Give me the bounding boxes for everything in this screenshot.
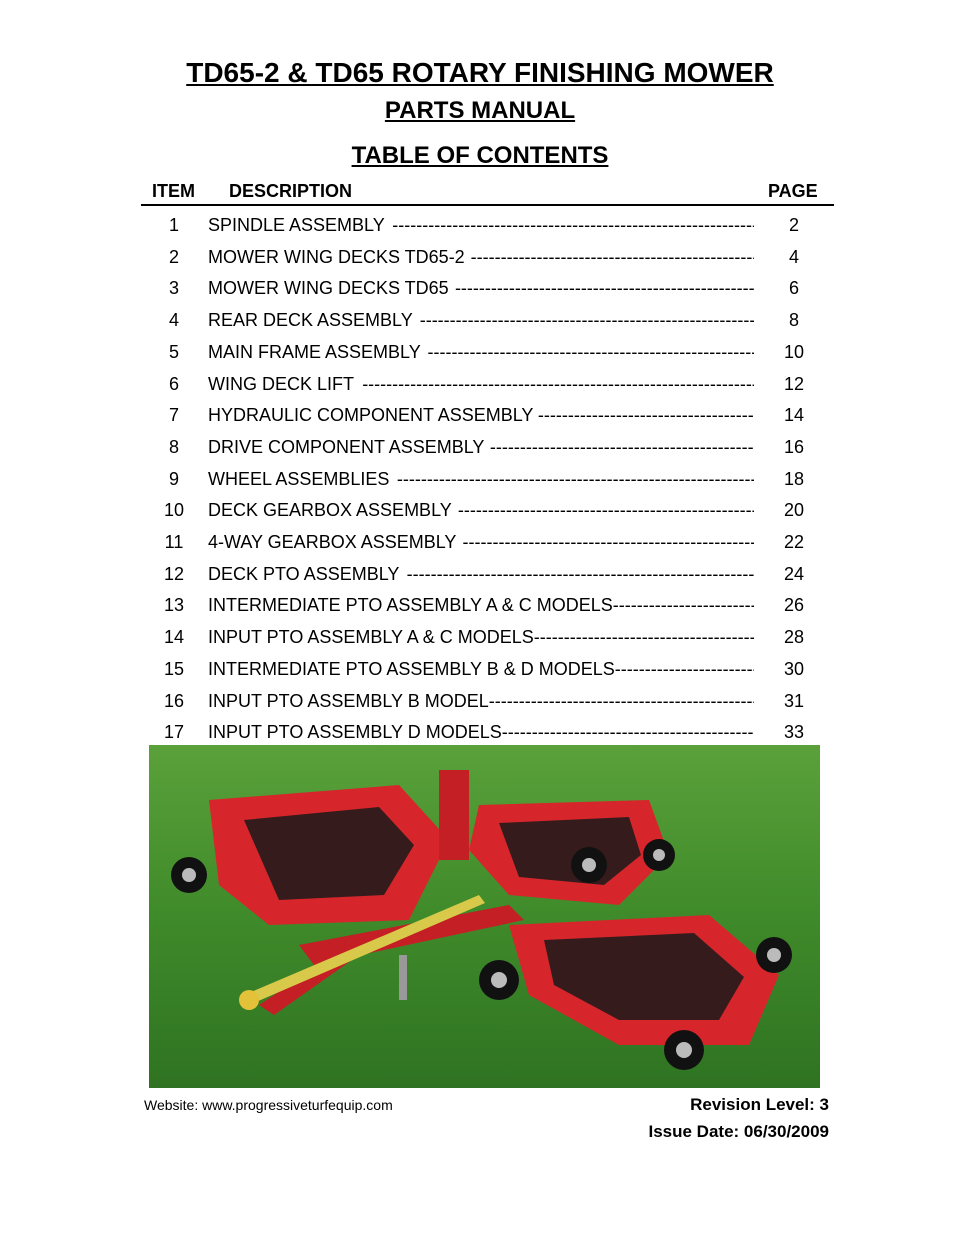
toc-description: REAR DECK ASSEMBLY [208, 310, 413, 331]
leader-dots [362, 374, 754, 395]
toc-row [0, 717, 954, 747]
toc-entry-line [208, 532, 754, 553]
leader-dots [502, 722, 754, 743]
document-subtitle: PARTS MANUAL [384, 97, 576, 124]
toc-row [0, 622, 954, 652]
toc-entry-line [208, 405, 754, 426]
toc-item-number: 5 [168, 341, 179, 362]
toc-row [0, 400, 954, 430]
toc-page-number: 30 [783, 658, 805, 679]
toc-row [0, 527, 954, 557]
leader-dots [613, 595, 754, 616]
wheel-hub [767, 948, 781, 962]
leader-dots [458, 500, 754, 521]
toc-description: DECK GEARBOX ASSEMBLY [208, 500, 452, 521]
toc-entry-line [208, 595, 754, 616]
header-divider [141, 204, 834, 206]
toc-page-number: 12 [783, 373, 805, 394]
leader-gap [421, 342, 428, 363]
toc-description: WHEEL ASSEMBLIES [208, 468, 390, 489]
toc-page-number: 33 [783, 722, 805, 743]
leader-dots [407, 564, 754, 585]
toc-item-number: 12 [163, 563, 185, 584]
wheel-hub [491, 972, 507, 988]
wheel-hub [182, 868, 196, 882]
toc-row [0, 369, 954, 399]
document-title: TD65-2 & TD65 ROTARY FINISHING MOWER [186, 57, 774, 88]
toc-item-number: 2 [168, 246, 179, 267]
toc-row [0, 559, 954, 589]
toc-page-number: 26 [783, 595, 805, 616]
toc-page-number: 4 [788, 246, 799, 267]
toc-page-number: 18 [783, 468, 805, 489]
column-header-item: ITEM [152, 181, 195, 201]
toc-item-number: 1 [168, 215, 179, 235]
toc-row [0, 273, 954, 303]
leader-dots [455, 278, 754, 299]
toc-item-number: 4 [168, 310, 179, 331]
toc-row [0, 432, 954, 462]
toc-page-number: 6 [788, 278, 799, 299]
toc-item-number: 15 [163, 658, 185, 679]
toc-page-number: 14 [783, 405, 805, 426]
leader-gap [413, 310, 420, 331]
toc-entry-line [208, 564, 754, 585]
toc-entry-line [208, 215, 754, 236]
leader-dots [534, 627, 754, 648]
toc-page-number: 22 [783, 532, 805, 552]
toc-row [0, 242, 954, 272]
toc-page-number: 2 [788, 215, 799, 235]
pto-yoke [239, 990, 259, 1010]
toc-description: INTERMEDIATE PTO ASSEMBLY B & D MODELS [208, 658, 615, 679]
toc-item-number: 17 [163, 722, 185, 743]
toc-item-number: 16 [163, 690, 185, 711]
toc-row [0, 590, 954, 620]
leader-dots [471, 247, 754, 268]
toc-page-number: 16 [783, 436, 805, 457]
leader-gap [399, 564, 406, 585]
toc-description: WING DECK LIFT [208, 373, 355, 394]
toc-row [0, 337, 954, 367]
toc-entry-line [208, 627, 754, 648]
toc-row [0, 654, 954, 684]
toc-row [0, 495, 954, 525]
toc-description: INPUT PTO ASSEMBLY D MODELS [208, 722, 502, 743]
toc-row [0, 305, 954, 335]
toc-description: DRIVE COMPONENT ASSEMBLY [208, 436, 485, 457]
toc-description: SPINDLE ASSEMBLY [208, 215, 385, 235]
wheel-hub [582, 858, 596, 872]
toc-description: INPUT PTO ASSEMBLY B MODEL [208, 690, 489, 711]
leader-gap [385, 215, 393, 236]
leader-dots [392, 215, 754, 236]
toc-description: INPUT PTO ASSEMBLY A & C MODELS [208, 627, 534, 648]
toc-description: MOWER WING DECKS TD65-2 [208, 246, 465, 267]
column-header-description: DESCRIPTION [229, 181, 353, 201]
toc-entry-line [208, 469, 754, 490]
issue-date: Issue Date: 06/30/2009 [648, 1122, 829, 1141]
toc-row [0, 686, 954, 716]
leader-dots [420, 310, 754, 331]
leader-dots [397, 469, 754, 490]
toc-entry-line [208, 659, 754, 680]
toc-description: DECK PTO ASSEMBLY [208, 563, 400, 584]
wheel-hub [676, 1042, 692, 1058]
leader-gap [389, 469, 396, 490]
toc-page-number: 10 [783, 341, 805, 362]
leader-dots [490, 437, 754, 458]
toc-entry-line [208, 247, 754, 268]
toc-heading: TABLE OF CONTENTS [351, 142, 609, 169]
toc-item-number: 13 [163, 595, 185, 616]
toc-item-number: 8 [168, 436, 179, 457]
leader-gap [354, 374, 362, 395]
toc-page-number: 24 [783, 563, 805, 584]
toc-item-number: 14 [163, 627, 185, 648]
leader-dots [463, 532, 755, 553]
toc-description: HYDRAULIC COMPONENT ASSEMBLY [208, 405, 534, 426]
column-header-page: PAGE [768, 181, 818, 201]
toc-entry-line [208, 500, 754, 521]
toc-entry-line [208, 374, 754, 395]
toc-description: 4-WAY GEARBOX ASSEMBLY [208, 532, 457, 552]
website-text: Website: www.progressiveturfequip.com [144, 1097, 393, 1113]
toc-row [0, 210, 954, 240]
revision-level: Revision Level: 3 [690, 1095, 829, 1114]
toc-item-number: 11 [164, 532, 184, 552]
toc-entry-line [208, 437, 754, 458]
leader-dots [428, 342, 754, 363]
mower-photo [149, 745, 820, 1088]
toc-description: MAIN FRAME ASSEMBLY [208, 341, 421, 362]
leader-dots [489, 691, 754, 712]
toc-entry-line [208, 310, 754, 331]
tower [439, 770, 469, 860]
toc-item-number: 9 [168, 468, 179, 489]
jack-stand [399, 955, 407, 1000]
leader-dots [615, 659, 754, 680]
toc-entry-line [208, 342, 754, 363]
toc-description: MOWER WING DECKS TD65 [208, 278, 449, 299]
toc-row [0, 464, 954, 494]
toc-item-number: 10 [163, 500, 185, 521]
toc-page-number: 28 [783, 627, 805, 648]
toc-item-number: 7 [168, 405, 179, 426]
toc-item-number: 3 [168, 278, 179, 299]
leader-dots [538, 405, 754, 426]
toc-entry-line [208, 722, 754, 743]
toc-page-number: 31 [783, 690, 805, 711]
toc-description: INTERMEDIATE PTO ASSEMBLY A & C MODELS [208, 595, 613, 616]
toc-page-number: 20 [783, 500, 805, 521]
toc-entry-line [208, 278, 754, 299]
toc-entry-line [208, 691, 754, 712]
toc-page-number: 8 [788, 310, 799, 331]
wheel-hub [653, 849, 665, 861]
toc-item-number: 6 [168, 373, 179, 394]
